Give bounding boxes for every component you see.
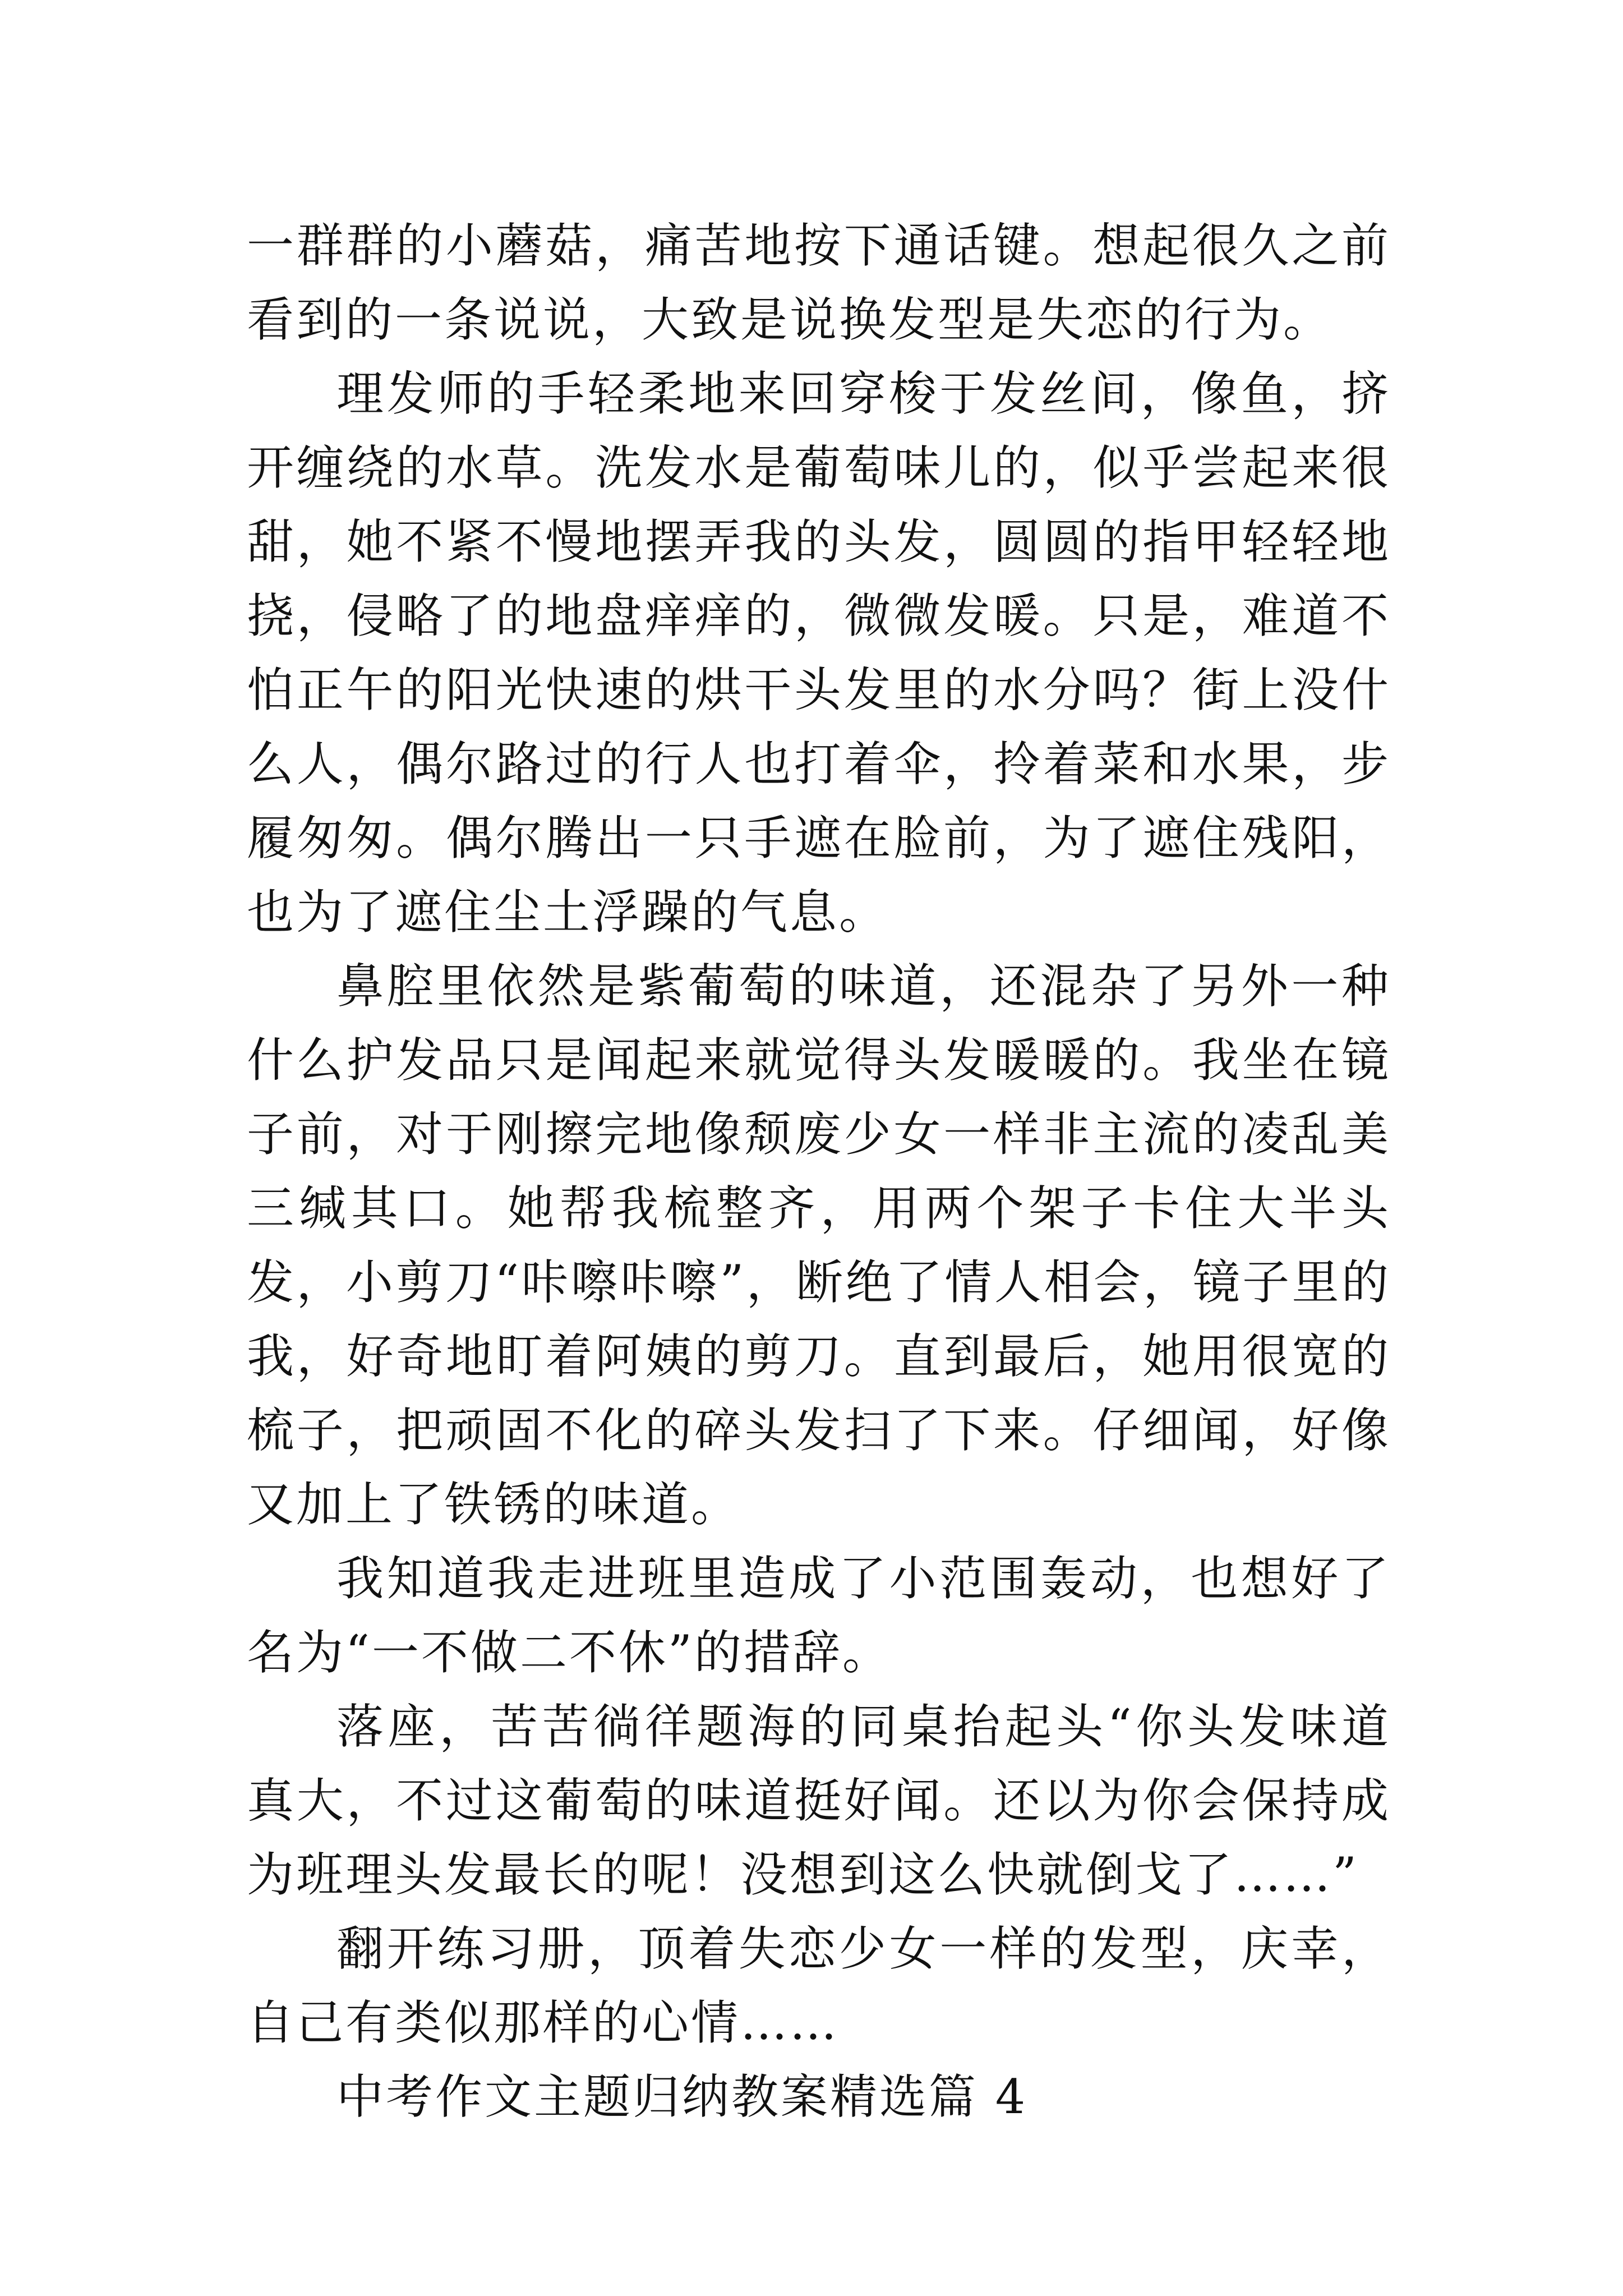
paragraph-6: 翻开练习册，顶着失恋少女一样的发型，庆幸，自己有类似那样的心情…… bbox=[247, 1921, 1391, 2050]
section-heading: 中考作文主题归纳教案精选篇 4 bbox=[336, 2069, 1028, 2124]
document-body bbox=[247, 209, 1391, 2134]
paragraph-2: 理发师的手轻柔地来回穿梭于发丝间，像鱼，挤开缠绕的水草。洗发水是葡萄味儿的，似乎尝起来很甜，她不紧不慢地摆弄我的头发，圆圆的指甲轻轻地挠，侵略了的地盘痒痒的，微微发暖。只是，难道不怕正午的阳光快速的烘干头发里的水分吗？街上没什么人，偶尔路过的行人也打着伞，拎着菜和水果，步履匆匆。偶尔腾出一只手遮在脸前，为了遮住残阳，也为了遮住尘土浮躁的气息。 bbox=[247, 366, 1391, 940]
paragraph-5: 落座，苦苦徜徉题海的同桌抬起头“你头发味道真大，不过这葡萄的味道挺好闻。还以为你会保持成为班理头发最长的呢！没想到这么快就倒戈了……” bbox=[247, 1699, 1391, 1902]
paragraph-3: 鼻腔里依然是紫葡萄的味道，还混杂了另外一种什么护发品只是闻起来就觉得头发暖暖的。我坐在镜子前，对于刚擦完地像颓废少女一样非主流的凌乱美三缄其口。她帮我梳整齐，用两个架子卡住大半头发，小剪刀“咔嚓咔嚓”，断绝了情人相会，镜子里的我，好奇地盯着阿姨的剪刀。直到最后，她用很宽的梳子，把顽固不化的碎头发扫了下来。仔细闻，好像又加上了铁锈的味道。 bbox=[247, 959, 1391, 1532]
paragraph-1: 一群群的小蘑菇，痛苦地按下通话键。想起很久之前看到的一条说说，大致是说换发型是失恋的行为。 bbox=[247, 218, 1391, 347]
paragraph-4: 我知道我走进班里造成了小范围轰动，也想好了名为“一不做二不休”的措辞。 bbox=[247, 1551, 1391, 1680]
